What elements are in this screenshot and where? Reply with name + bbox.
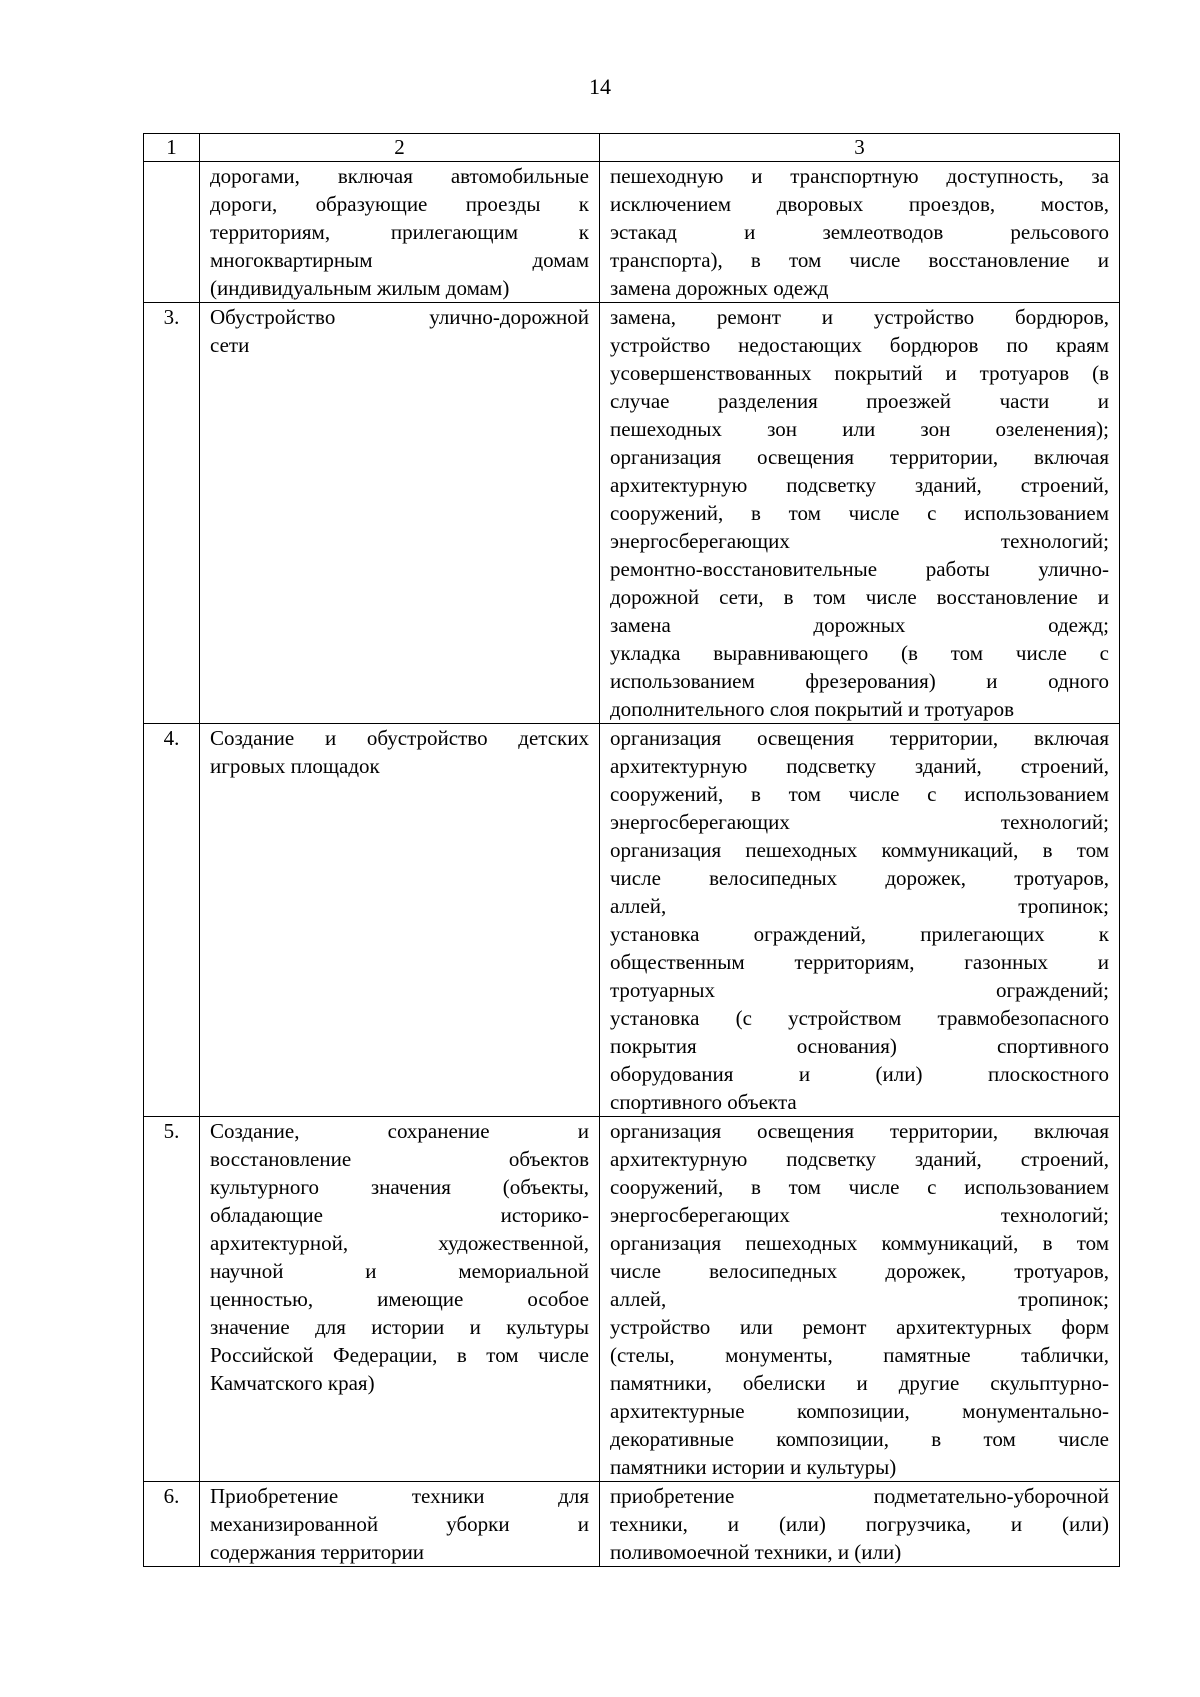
- text-line: организация пешеходных коммуникаций, в том: [610, 838, 1109, 862]
- item-works-cell: [600, 724, 1120, 1117]
- text-line: поливомоечной техники, и (или): [610, 1540, 902, 1564]
- text-line: Приобретение техники для: [210, 1484, 589, 1508]
- text-line: организация освещения территории, включая: [610, 1119, 1109, 1143]
- row-number-cell: 3.: [144, 303, 200, 724]
- text-line: многоквартирным домам: [210, 248, 589, 272]
- text-line: замена, ремонт и устройство бордюров,: [610, 305, 1109, 329]
- text-line: организация пешеходных коммуникаций, в том: [610, 1231, 1109, 1255]
- table-row: [144, 724, 1120, 1117]
- text-line: организация освещения территории, включая: [610, 726, 1109, 750]
- item-works-cell: [600, 1117, 1120, 1482]
- row-number-cell: 4.: [144, 724, 200, 1117]
- text-line: оборудования и (или) плоскостного: [610, 1062, 1109, 1086]
- text-line: Российской Федерации, в том числе: [210, 1343, 589, 1367]
- row-number-cell: [144, 162, 200, 303]
- text-line: энергосберегающих технологий;: [610, 529, 1109, 553]
- item-name-cell: [200, 1117, 600, 1482]
- text-line: аллей, тропинок;: [610, 894, 1109, 918]
- text-line: Создание и обустройство детских: [210, 726, 589, 750]
- text-line: памятники, обелиски и другие скульптурно-: [610, 1371, 1109, 1395]
- text-line: территориям, прилегающим к: [210, 220, 589, 244]
- table-header-row: [144, 134, 1120, 162]
- text-line: техники, и (или) погрузчика, и (или): [610, 1512, 1109, 1536]
- text-line: приобретение подметательно-уборочной: [610, 1484, 1109, 1508]
- table-row: [144, 303, 1120, 724]
- item-name-cell: [200, 724, 600, 1117]
- text-line: декоративные композиции, в том числе: [610, 1427, 1109, 1451]
- text-line: дополнительного слоя покрытий и тротуаров: [610, 697, 1015, 721]
- text-line: тротуарных ограждений;: [610, 978, 1109, 1002]
- text-line: архитектурную подсветку зданий, строений,: [610, 754, 1109, 778]
- text-line: замена дорожных одежд: [610, 276, 829, 300]
- measures-table: [143, 133, 1120, 1567]
- text-line: случае разделения проезжей части и: [610, 389, 1109, 413]
- text-line: исключением дворовых проездов, мостов,: [610, 192, 1109, 216]
- text-line: архитектурные композиции, монументально-: [610, 1399, 1109, 1423]
- text-line: устройство недостающих бордюров по краям: [610, 333, 1109, 357]
- text-line: обладающие историко-: [210, 1203, 589, 1227]
- text-line: общественным территориям, газонных и: [610, 950, 1109, 974]
- text-line: (индивидуальным жилым домам): [210, 276, 510, 300]
- text-line: научной и мемориальной: [210, 1259, 589, 1283]
- text-line: числе велосипедных дорожек, тротуаров,: [610, 866, 1109, 890]
- text-line: замена дорожных одежд;: [610, 613, 1109, 637]
- row-number-cell: 5.: [144, 1117, 200, 1482]
- text-line: покрытия основания) спортивного: [610, 1034, 1109, 1058]
- table-row: [144, 1482, 1120, 1567]
- item-works-cell: [600, 303, 1120, 724]
- text-line: энергосберегающих технологий;: [610, 1203, 1109, 1227]
- text-line: Камчатского края): [210, 1371, 375, 1395]
- text-line: установка ограждений, прилегающих к: [610, 922, 1109, 946]
- row-number-cell: 6.: [144, 1482, 200, 1567]
- text-line: числе велосипедных дорожек, тротуаров,: [610, 1259, 1109, 1283]
- text-line: Обустройство улично-дорожной: [210, 305, 589, 329]
- header-cell-2: 2: [200, 134, 600, 162]
- text-line: укладка выравнивающего (в том числе с: [610, 641, 1109, 665]
- text-line: организация освещения территории, включая: [610, 445, 1109, 469]
- header-cell-1: 1: [144, 134, 200, 162]
- text-line: сооружений, в том числе с использованием: [610, 1175, 1109, 1199]
- text-line: ремонтно-восстановительные работы улично-: [610, 557, 1109, 581]
- text-line: (стелы, монументы, памятные таблички,: [610, 1343, 1109, 1367]
- text-line: восстановление объектов: [210, 1147, 589, 1171]
- text-line: сооружений, в том числе с использованием: [610, 782, 1109, 806]
- text-line: архитектурную подсветку зданий, строений,: [610, 473, 1109, 497]
- text-line: сети: [210, 333, 250, 357]
- text-line: усовершенствованных покрытий и тротуаров (в: [610, 361, 1109, 385]
- table-row: [144, 1117, 1120, 1482]
- text-line: дороги, образующие проезды к: [210, 192, 589, 216]
- text-line: установка (с устройством травмобезопасного: [610, 1006, 1109, 1030]
- page-number: 14: [589, 74, 611, 99]
- text-line: содержания территории: [210, 1540, 425, 1564]
- item-name-cell: [200, 162, 600, 303]
- text-line: архитектурную подсветку зданий, строений,: [610, 1147, 1109, 1171]
- text-line: эстакад и землеотводов рельсового: [610, 220, 1109, 244]
- text-line: сооружений, в том числе с использованием: [610, 501, 1109, 525]
- header-cell-3: 3: [600, 134, 1120, 162]
- text-line: дорожной сети, в том числе восстановление и: [610, 585, 1109, 609]
- text-line: значение для истории и культуры: [210, 1315, 589, 1339]
- text-line: архитектурной, художественной,: [210, 1231, 589, 1255]
- text-line: памятники истории и культуры): [610, 1455, 897, 1479]
- item-name-cell: [200, 1482, 600, 1567]
- text-line: игровых площадок: [210, 754, 380, 778]
- item-works-cell: [600, 1482, 1120, 1567]
- table-row: [144, 162, 1120, 303]
- text-line: аллей, тропинок;: [610, 1287, 1109, 1311]
- text-line: культурного значения (объекты,: [210, 1175, 589, 1199]
- text-line: пешеходную и транспортную доступность, за: [610, 164, 1109, 188]
- text-line: пешеходных зон или зон озеленения);: [610, 417, 1109, 441]
- text-line: использованием фрезерования) и одного: [610, 669, 1109, 693]
- text-line: транспорта), в том числе восстановление и: [610, 248, 1109, 272]
- text-line: Создание, сохранение и: [210, 1119, 589, 1143]
- text-line: механизированной уборки и: [210, 1512, 589, 1536]
- item-works-cell: [600, 162, 1120, 303]
- text-line: ценностью, имеющие особое: [210, 1287, 589, 1311]
- item-name-cell: [200, 303, 600, 724]
- text-line: дорогами, включая автомобильные: [210, 164, 589, 188]
- text-line: спортивного объекта: [610, 1090, 797, 1114]
- text-line: энергосберегающих технологий;: [610, 810, 1109, 834]
- text-line: устройство или ремонт архитектурных форм: [610, 1315, 1109, 1339]
